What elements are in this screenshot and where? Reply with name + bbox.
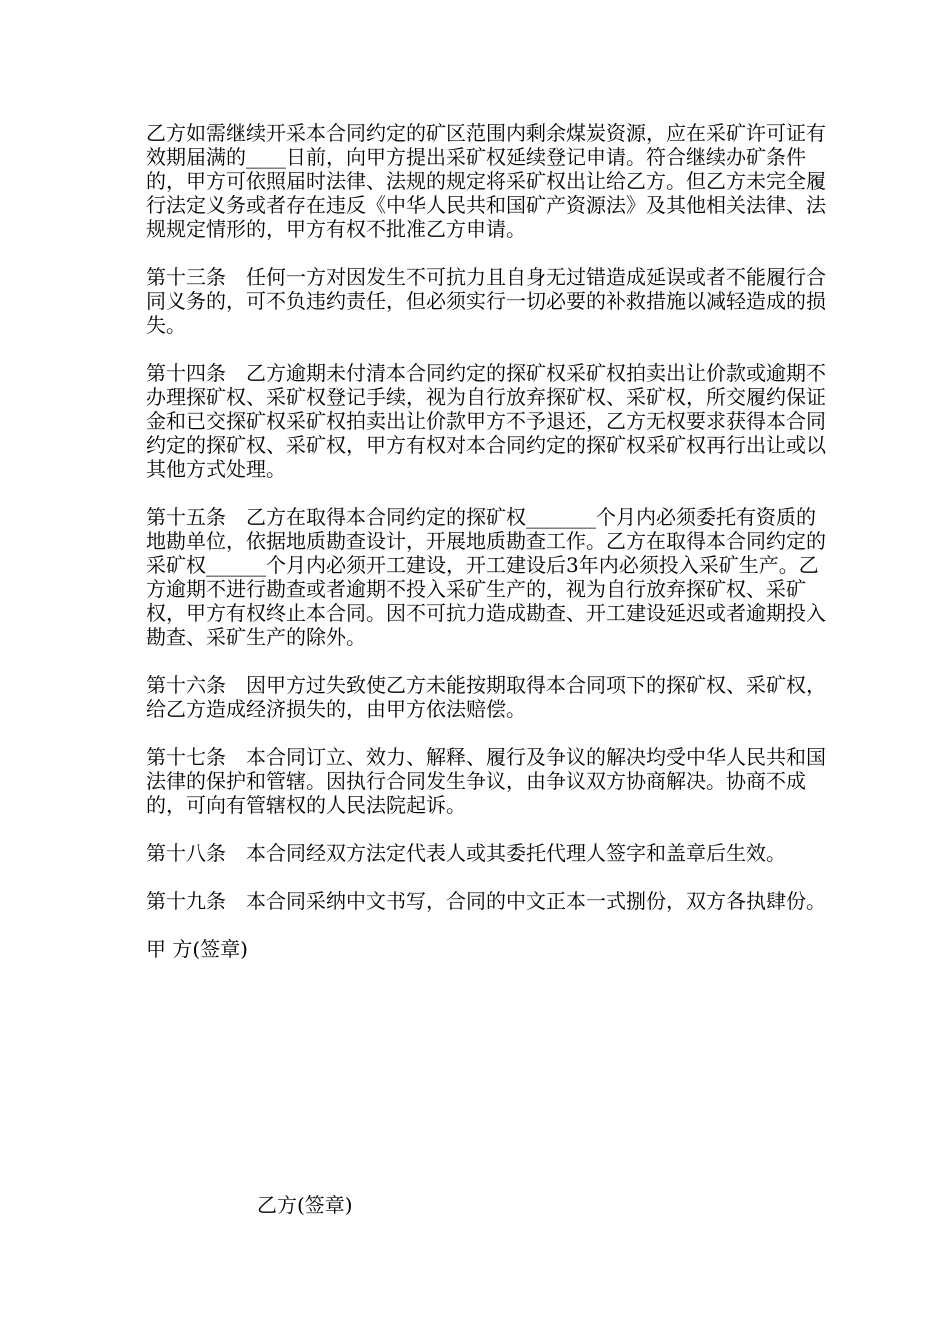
signature-party-a: 甲 方(签章) [146, 937, 248, 961]
article-17: 第十七条 本合同订立、效力、解释、履行及争议的解决均受中华人民共和国法律的保护和管辖。因执行合同发生争议，由争议双方协商解决。协商不成的，可向有管辖权的人民法院起诉。 [146, 745, 826, 817]
article-19: 第十九条 本合同采纳中文书写，合同的中文正本一式捌份，双方各执肆份。 [146, 889, 826, 913]
signature-party-b: 乙方(签章) [257, 1193, 353, 1217]
article-16: 第十六条 因甲方过失致使乙方未能按期取得本合同项下的探矿权、采矿权，给乙方造成经济损失的，由甲方依法赔偿。 [146, 673, 826, 721]
contract-page [146, 121, 826, 961]
article-15: 第十五条 乙方在取得本合同约定的探矿权_______个月内必须委托有资质的地勘单位，依据地质勘查设计，开展地质勘查工作。乙方在取得本合同约定的采矿权______个月内必须开工建设，开工建设后3年内必须投入采矿生产。乙方逾期不进行勘查或者逾期不投入采矿生产的，视为自行放弃探矿权、采矿权，甲方有权终止本合同。因不可抗力造成勘查、开工建设延迟或者逾期投入勘查、采矿生产的除外。 [146, 505, 826, 649]
article-14: 第十四条 乙方逾期未付清本合同约定的探矿权采矿权拍卖出让价款或逾期不办理探矿权、采矿权登记手续，视为自行放弃探矿权、采矿权，所交履约保证金和已交探矿权采矿权拍卖出让价款甲方不予退还，乙方无权要求获得本合同约定的探矿权、采矿权，甲方有权对本合同约定的探矿权采矿权再行出让或以其他方式处理。 [146, 361, 826, 481]
paragraph-renewal: 乙方如需继续开采本合同约定的矿区范围内剩余煤炭资源，应在采矿许可证有效期届满的____日前，向甲方提出采矿权延续登记申请。符合继续办矿条件的，甲方可依照届时法律、法规的规定将采矿权出让给乙方。但乙方未完全履行法定义务或者存在违反《中华人民共和国矿产资源法》及其他相关法律、法规规定情形的，甲方有权不批准乙方申请。 [146, 121, 826, 241]
article-18: 第十八条 本合同经双方法定代表人或其委托代理人签字和盖章后生效。 [146, 841, 786, 865]
article-13: 第十三条 任何一方对因发生不可抗力且自身无过错造成延误或者不能履行合同义务的，可不负违约责任，但必须实行一切必要的补救措施以减轻造成的损失。 [146, 265, 826, 337]
